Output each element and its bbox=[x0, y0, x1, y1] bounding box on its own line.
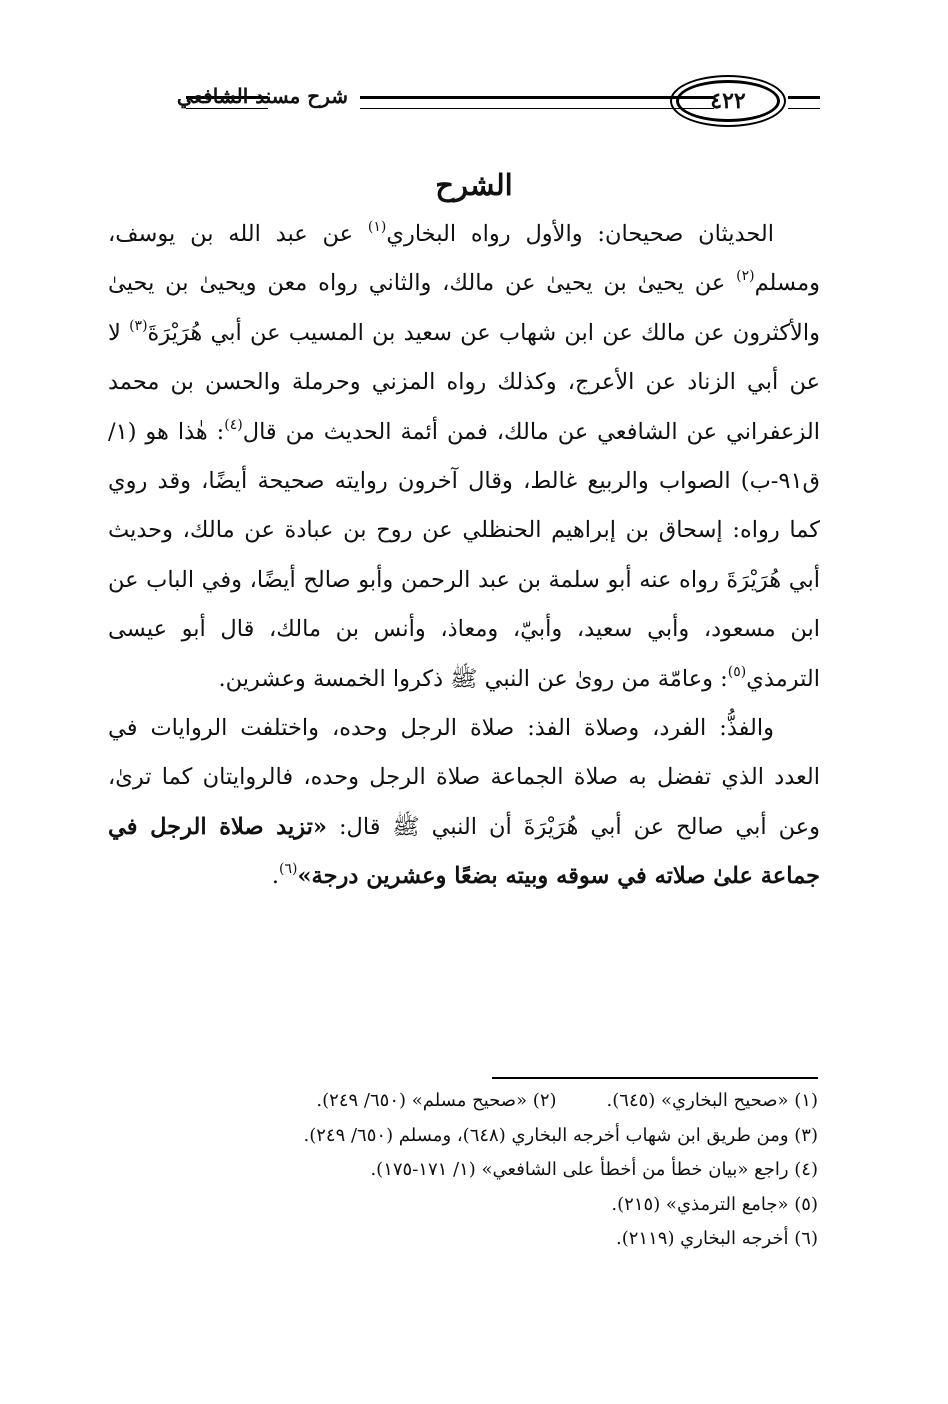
footnote-ref-1: (١) bbox=[367, 219, 387, 235]
page-number: ٤٢٢ bbox=[710, 88, 746, 114]
footnote-5: (٥) «جامع الترمذي» (٢١٥). bbox=[611, 1193, 818, 1215]
footnote-1: (١) «صحيح البخاري» (٦٤٥). bbox=[606, 1090, 818, 1111]
footnote-ref-2: (٢) bbox=[736, 268, 755, 285]
page-number-badge bbox=[676, 80, 780, 122]
hadith-quote: «تزيد صلاة الرجل في جماعة علىٰ صلاته في سوقه وبيته بضعًا وعشرين درجة» bbox=[108, 813, 820, 890]
paragraph1-text-6: : وعامّة من روىٰ عن النبي ﷺ ذكروا الخمسة وعشرين. bbox=[218, 665, 728, 692]
paragraph-explanation bbox=[108, 704, 820, 902]
paragraph1-text-2: عن عبد الله بن يوسف، ومسلم bbox=[108, 221, 820, 297]
book-title: شرح مسند الشافعي bbox=[176, 84, 348, 108]
footnote-ref-6: (٦) bbox=[278, 861, 298, 878]
footnote-ref-5: (٥) bbox=[727, 663, 747, 680]
footnote-separator bbox=[492, 1077, 818, 1079]
header-rule-middle bbox=[360, 96, 714, 109]
paragraph1-text-5: : هٰذا هو (١/ق٩١-ب) الصواب والربيع غالط، وقال آخرون روايته صحيحة أيضًا، وقد روي كما رواه: إسحاق بن إبراهيم الحنظلي عن روح بن عبادة عن مالك، وحديث أبي هُرَيْرَةَ رواه عنه أبو سلمة بن عبد الرحمن وأبو صالح أيضًا، وفي الباب عن ابن مسعود، وأبي سعيد، وأبيّ، ومعاذ، وأنس بن مالك، قال أبو عيسى الترمذي bbox=[108, 418, 820, 692]
main-text bbox=[108, 210, 820, 902]
footnote-ref-4: (٤) bbox=[224, 416, 243, 433]
paragraph-commentary bbox=[108, 210, 820, 704]
paragraph2-text: والفذُّ: الفرد، وصلاة الفذ: صلاة الرجل وحده، واختلفت الروايات في العدد الذي تفضل به صلاة الجماعة صلاة الرجل وحده، فالروايتان كما ترىٰ، وعن أبي صالح عن أبي هُرَيْرَةَ أن النبي ﷺ قال: bbox=[108, 715, 821, 840]
footnotes bbox=[108, 1084, 818, 1257]
paragraph2-end: . bbox=[271, 863, 279, 890]
footnote-6: (٦) أخرجه البخاري (٢١١٩). bbox=[616, 1228, 818, 1249]
footnote-2: (٢) «صحيح مسلم» (٦٥٠/ ٢٤٩). bbox=[316, 1090, 557, 1111]
header-rule-right bbox=[788, 96, 820, 109]
paragraph1-text-4: لا عن أبي الزناد عن الأعرج، وكذلك رواه المزني وحرملة والحسن بن محمد الزعفراني عن الشافعي عن مالك، فمن أئمة الحديث من قال bbox=[108, 319, 820, 445]
paragraph1-text-1: الحديثان صحيحان: والأول رواه البخاري bbox=[386, 221, 774, 247]
footnote-4: (٤) راجع «بيان خطأ من أخطأ على الشافعي» (١/ ١٧١-١٧٥). bbox=[370, 1159, 818, 1180]
page-header bbox=[108, 72, 820, 134]
footnote-3: (٣) ومن طريق ابن شهاب أخرجه البخاري (٦٤٨)، ومسلم (٦٥٠/ ٢٤٩). bbox=[303, 1124, 818, 1146]
footnote-ref-3: (٣) bbox=[129, 317, 148, 334]
footnote-line bbox=[108, 1084, 818, 1119]
paragraph1-text-3: عن يحيىٰ بن يحيىٰ عن مالك، والثاني رواه معن ويحيىٰ بن يحيىٰ والأكثرون عن مالك عن ابن شهاب عن سعيد بن المسيب عن أبي هُرَيْرَةَ bbox=[108, 270, 821, 346]
section-heading: الشرح bbox=[435, 168, 513, 202]
